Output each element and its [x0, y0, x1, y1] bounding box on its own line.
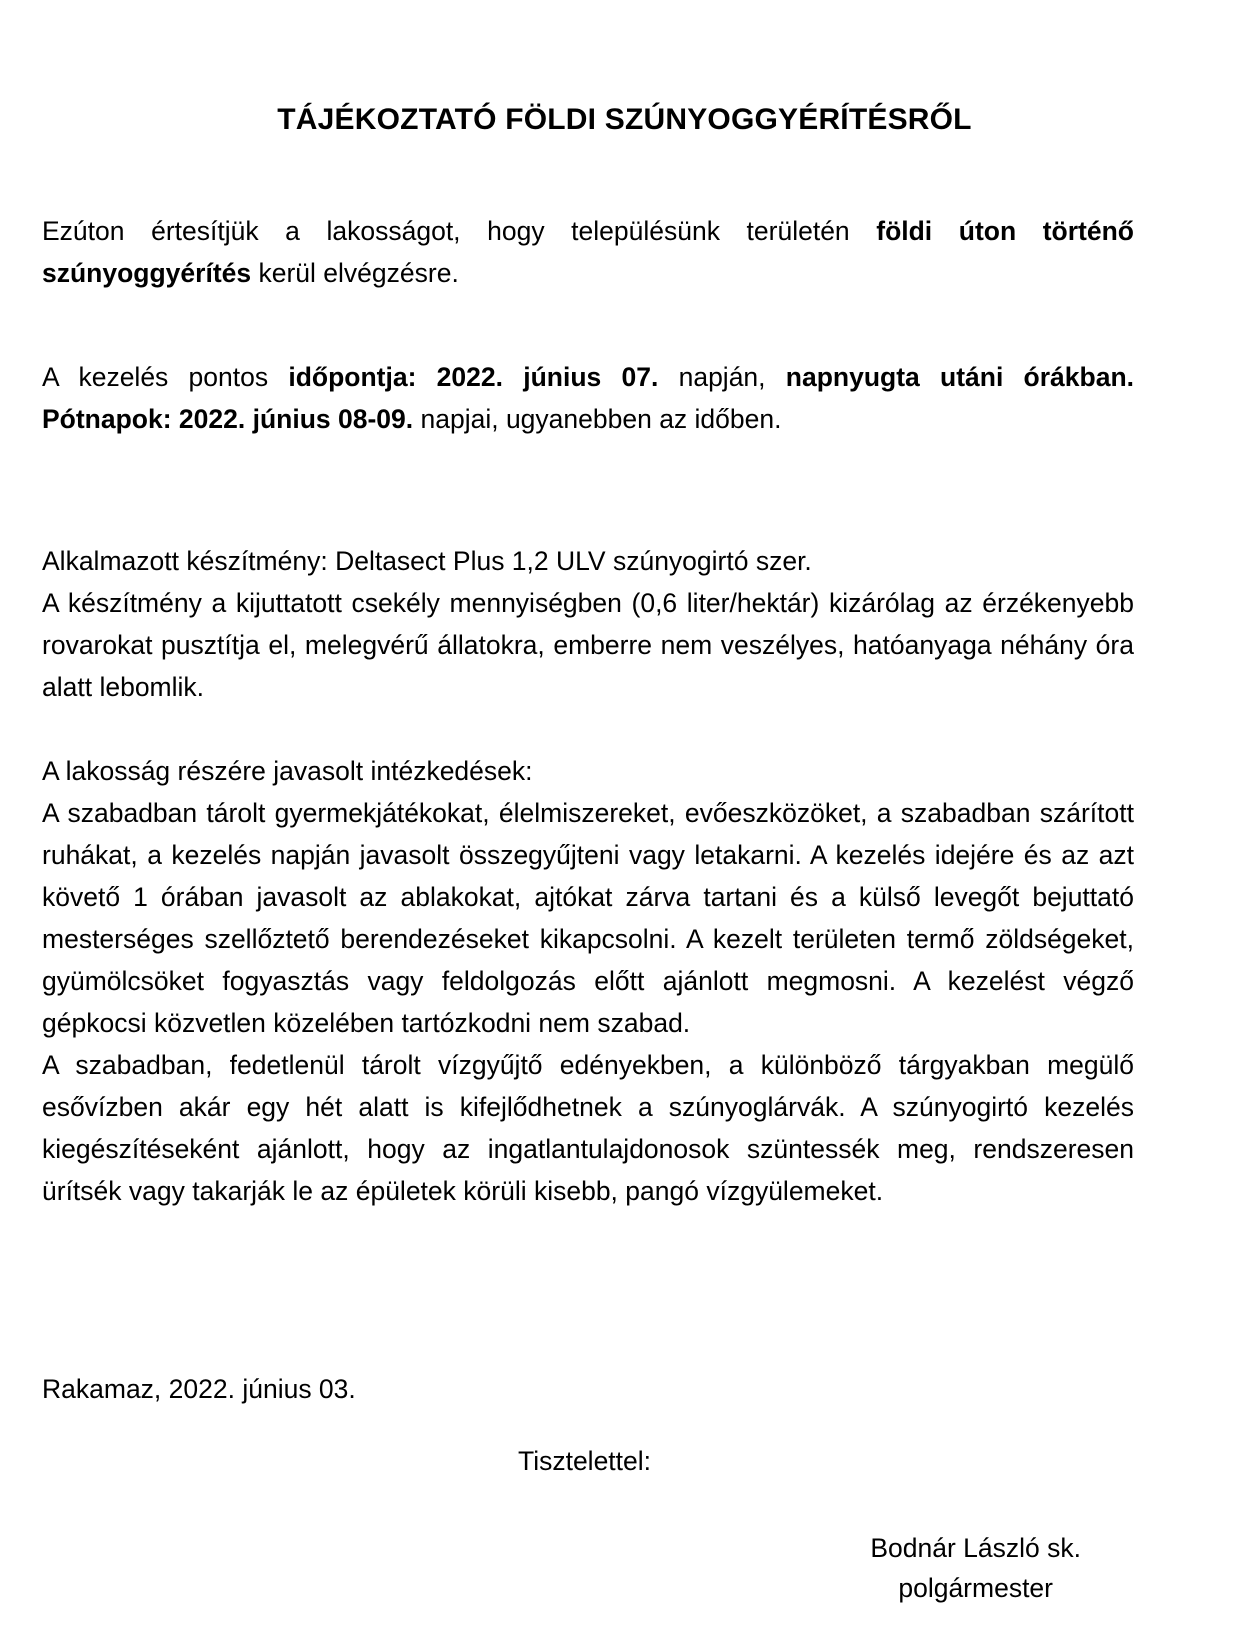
schedule-text-1: A kezelés pontos: [42, 362, 289, 392]
paragraph-product-description: A készítmény a kijuttatott csekély mennyiségben (0,6 liter/hektár) kizárólag az érzékenyebb rovarokat pusztítja el, melegvérű állatokra, emberre nem veszélyes, hatóanyaga néhány óra alatt lebomlik.: [42, 588, 1134, 702]
document-body: [42, 210, 1134, 1212]
schedule-bold-date: időpontja: 2022. június 07.: [288, 362, 659, 392]
signer-name: Bodnár László sk.: [870, 1533, 1081, 1563]
intro-text-2: kerül elvégzésre.: [251, 258, 459, 288]
schedule-text-3: napjai, ugyanebben az időben.: [413, 404, 782, 434]
paragraph-measures-body: A szabadban tárolt gyermekjátékokat, élelmiszereket, evőeszközöket, a szabadban szárított ruhákat, a kezelés napján javasolt összegyűjteni vagy letakarni. A kezelés idejére és az azt követő 1 órában javasolt az ablakokat, ajtókat zárva tartani és a külső levegőt bejuttató mesterséges szellőztető berendezéseket kikapcsolni. A kezelt területen termő zöldségeket, gyümölcsöket fogyasztás vagy feldolgozás előtt ajánlott megmosni. A kezelést végző gépkocsi közvetlen közelében tartózkodni nem szabad.: [42, 798, 1134, 1038]
page-title: TÁJÉKOZTATÓ FÖLDI SZÚNYOGGYÉRÍTÉSRŐL: [277, 103, 972, 136]
schedule-text-2: napján,: [658, 362, 786, 392]
intro-text-1: Ezúton értesítjük a lakosságot, hogy településünk területén: [42, 216, 877, 246]
paragraph-intro: [42, 210, 1134, 294]
place-and-date: Rakamaz, 2022. június 03.: [42, 1374, 356, 1404]
signer-title: polgármester: [898, 1573, 1053, 1603]
schedule-bold-hours: napnyugta utáni órákban. Pótnapok: 2022. június 08-09.: [42, 362, 1134, 434]
spacer-after-schedule: [42, 440, 1134, 540]
paragraph-product-line: Alkalmazott készítmény: Deltasect Plus 1,2 ULV szúnyogirtó szer.: [42, 546, 812, 576]
spacer-after-intro: [42, 294, 1134, 356]
paragraph-water-body: A szabadban, fedetlenül tárolt vízgyűjtő edényekben, a különböző tárgyakban megülő esővízben akár egy hét alatt is kifejlődhetnek a szúnyoglárvák. A szúnyogirtó kezelés kiegészítéseként ajánlott, hogy az ingatlantulajdonosok szüntessék meg, rendszeresen ürítsék vagy takarják le az épületek körüli kisebb, pangó vízgyülemeket.: [42, 1050, 1134, 1206]
paragraph-measures-heading: A lakosság részére javasolt intézkedések:: [42, 756, 533, 786]
spacer-after-product: [42, 708, 1134, 750]
paragraph-schedule: [42, 356, 1134, 440]
closing-regards: Tisztelettel:: [517, 1446, 652, 1476]
intro-bold-1: földi úton történő szúnyoggyérítés: [42, 216, 1134, 288]
signature-block: [870, 1528, 1081, 1608]
